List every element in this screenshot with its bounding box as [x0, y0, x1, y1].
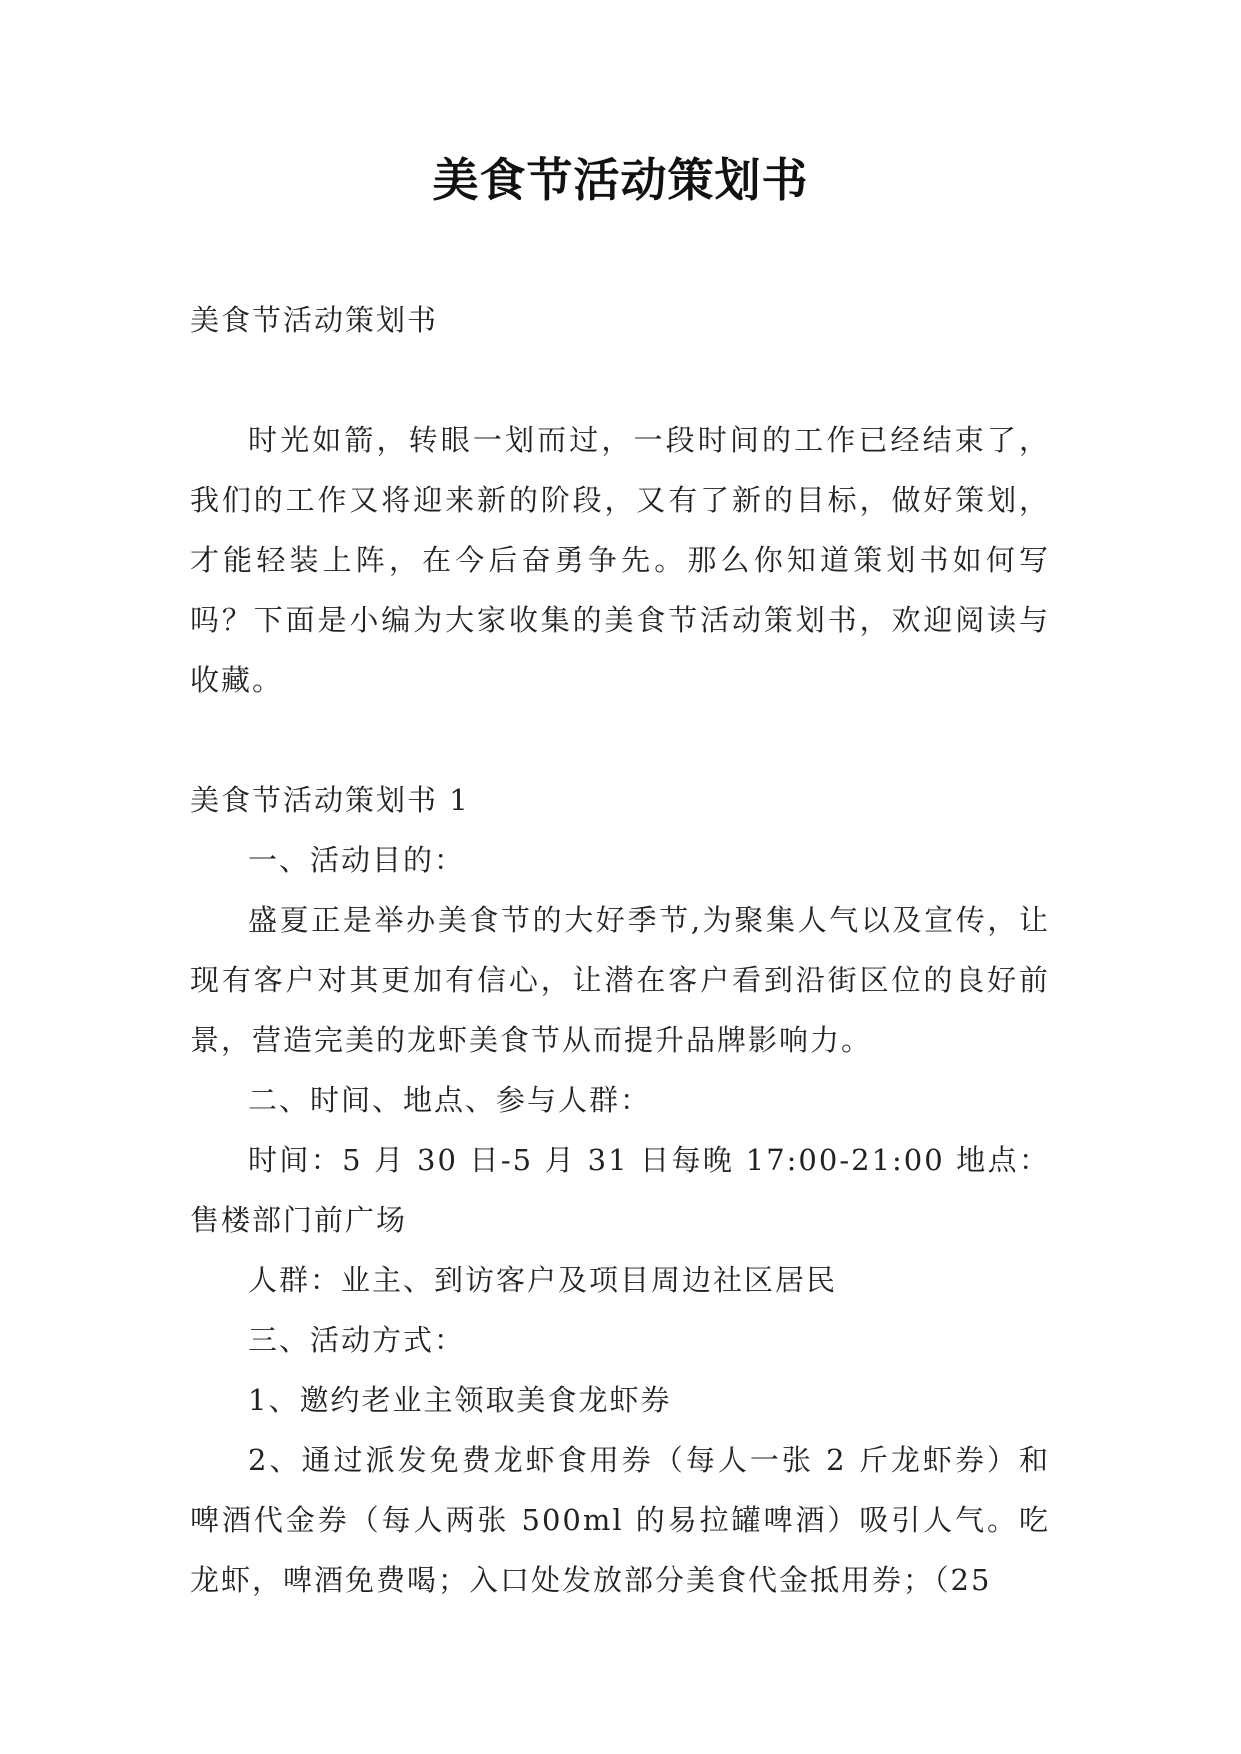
heading-method: 三、活动方式： [248, 1323, 466, 1357]
intro-paragraph: 时光如箭，转眼一划而过，一段时间的工作已经结束了，我们的工作又将迎来新的阶段，又有了新的目标，做好策划，才能轻装上阵，在今后奋勇争先。那么你知道策划书如何写吗？下面是小编为大家收集的美食节活动策划书，欢迎阅读与收藏。 [190, 423, 1050, 697]
paragraph-audience: 人群：业主、到访客户及项目周边社区居民 [248, 1263, 838, 1297]
document-subtitle: 美食节活动策划书 [190, 303, 439, 337]
heading-time-place: 二、时间、地点、参与人群： [248, 1083, 652, 1117]
paragraph-purpose: 盛夏正是举办美食节的大好季节,为聚集人气以及宣传，让现有客户对其更加有信心，让潜在客户看到沿街区位的良好前景，营造完美的龙虾美食节从而提升品牌影响力。 [190, 903, 1050, 1057]
document-body [190, 290, 1050, 1610]
document-title: 美食节活动策划书 [432, 153, 809, 207]
list-item-1: 1、邀约老业主领取美食龙虾券 [248, 1383, 672, 1417]
section-title: 美食节活动策划书 1 [190, 783, 470, 817]
paragraph-time-place: 时间：5 月 30 日-5 月 31 日每晚 17:00-21:00 地点：售楼部门前广场 [190, 1143, 1050, 1237]
list-item-2: 2、通过派发免费龙虾食用券（每人一张 2 斤龙虾券）和啤酒代金券（每人两张 500ml 的易拉罐啤酒）吸引人气。吃龙虾，啤酒免费喝；入口处发放部分美食代金抵用券；（25 [190, 1443, 1050, 1597]
heading-purpose: 一、活动目的： [248, 843, 466, 877]
